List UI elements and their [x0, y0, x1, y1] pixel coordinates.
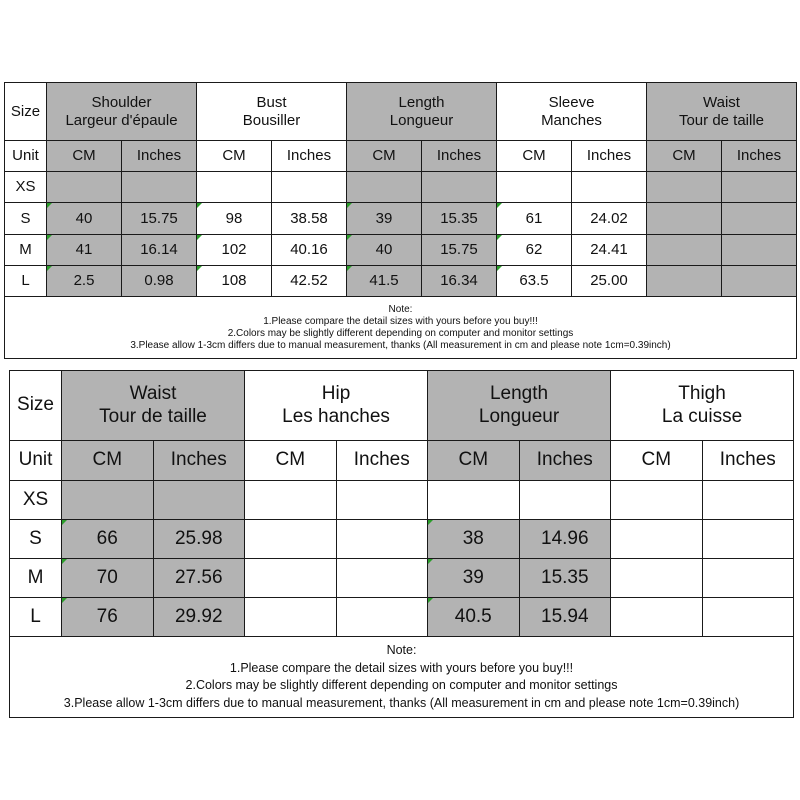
unit-row	[5, 141, 797, 172]
unit-cell: CM	[347, 141, 422, 172]
unit-cell: CM	[245, 441, 337, 481]
size-label: Size	[5, 83, 47, 141]
header-bust	[197, 83, 347, 141]
value-cell: 25.98	[153, 520, 245, 559]
value-cell	[336, 559, 428, 598]
value-cell	[647, 266, 722, 297]
value-cell	[722, 235, 797, 266]
size-cell: XS	[10, 481, 62, 520]
value-cell	[336, 598, 428, 637]
value-cell: 38	[428, 520, 520, 559]
value-cell	[47, 172, 122, 203]
unit-cell: CM	[197, 141, 272, 172]
value-cell: 61	[497, 203, 572, 235]
value-cell: 0.98	[122, 266, 197, 297]
value-cell: 66	[62, 520, 154, 559]
table-row-m	[5, 235, 797, 266]
value-cell: 15.75	[122, 203, 197, 235]
value-cell	[611, 598, 703, 637]
value-cell	[422, 172, 497, 203]
value-cell: 98	[197, 203, 272, 235]
value-cell: 2.5	[47, 266, 122, 297]
size-cell: M	[10, 559, 62, 598]
header-length	[347, 83, 497, 141]
header-sleeve	[497, 83, 647, 141]
note-title: Note:	[386, 643, 417, 657]
header-fr: Tour de taille	[99, 405, 207, 427]
value-cell: 24.41	[572, 235, 647, 266]
value-cell	[245, 481, 337, 520]
size-cell: S	[10, 520, 62, 559]
table-row-l	[5, 266, 797, 297]
value-cell: 63.5	[497, 266, 572, 297]
value-cell	[197, 172, 272, 203]
value-cell	[572, 172, 647, 203]
value-cell	[702, 481, 794, 520]
header-fr: Tour de taille	[678, 111, 765, 129]
size-chart-bottom	[9, 370, 794, 718]
value-cell	[647, 203, 722, 235]
unit-cell: CM	[647, 141, 722, 172]
value-cell: 25.00	[572, 266, 647, 297]
header-waist	[647, 83, 797, 141]
value-cell: 16.14	[122, 235, 197, 266]
notes	[10, 637, 794, 718]
note-line: 1.Please compare the detail sizes with yours before you buy!!!	[263, 315, 538, 327]
value-cell	[497, 172, 572, 203]
unit-cell: CM	[611, 441, 703, 481]
value-cell	[611, 520, 703, 559]
header-fr: Longueur	[389, 111, 454, 129]
table-row-s	[5, 203, 797, 235]
unit-cell: CM	[497, 141, 572, 172]
value-cell	[153, 481, 245, 520]
unit-cell: Inches	[519, 441, 611, 481]
header-fr: Bousiller	[242, 111, 301, 129]
value-cell	[702, 598, 794, 637]
unit-label: Unit	[10, 441, 62, 481]
header-length	[428, 371, 611, 441]
value-cell: 38.58	[272, 203, 347, 235]
header-en: Shoulder	[91, 93, 152, 111]
value-cell	[245, 559, 337, 598]
value-cell: 40.5	[428, 598, 520, 637]
size-cell: XS	[5, 172, 47, 203]
value-cell: 15.35	[422, 203, 497, 235]
value-cell	[62, 481, 154, 520]
value-cell: 24.02	[572, 203, 647, 235]
size-chart-top	[4, 82, 797, 359]
value-cell: 102	[197, 235, 272, 266]
value-cell	[272, 172, 347, 203]
notes	[5, 297, 797, 359]
value-cell	[336, 481, 428, 520]
value-cell	[611, 559, 703, 598]
value-cell: 29.92	[153, 598, 245, 637]
value-cell	[428, 481, 520, 520]
note-line: 1.Please compare the detail sizes with yours before you buy!!!	[229, 660, 574, 675]
unit-cell: Inches	[336, 441, 428, 481]
value-cell	[647, 235, 722, 266]
notes-row	[5, 297, 797, 359]
value-cell	[702, 559, 794, 598]
header-shoulder	[47, 83, 197, 141]
header-en: Sleeve	[548, 93, 595, 111]
header-fr: Manches	[541, 111, 602, 129]
header-en: Length	[398, 93, 445, 111]
value-cell	[722, 172, 797, 203]
table-row-m	[10, 559, 794, 598]
value-cell: 41.5	[347, 266, 422, 297]
value-cell	[647, 172, 722, 203]
header-thigh	[611, 371, 794, 441]
size-cell: L	[5, 266, 47, 297]
unit-row	[10, 441, 794, 481]
header-fr: La cuisse	[661, 405, 743, 427]
size-cell: M	[5, 235, 47, 266]
notes-row	[10, 637, 794, 718]
value-cell: 70	[62, 559, 154, 598]
header-hip	[245, 371, 428, 441]
value-cell: 40	[47, 203, 122, 235]
note-line: 2.Colors may be slightly different depending on computer and monitor settings	[185, 678, 618, 692]
value-cell	[611, 481, 703, 520]
unit-cell: Inches	[572, 141, 647, 172]
header-en: Hip	[321, 382, 351, 404]
header-en: Length	[489, 382, 549, 404]
size-cell: S	[5, 203, 47, 235]
note-line: 2.Colors may be slightly different depending on computer and monitor settings	[227, 327, 574, 339]
value-cell	[347, 172, 422, 203]
header-en: Bust	[256, 93, 287, 111]
value-cell	[519, 481, 611, 520]
unit-cell: Inches	[722, 141, 797, 172]
value-cell	[245, 520, 337, 559]
unit-cell: Inches	[122, 141, 197, 172]
value-cell: 39	[347, 203, 422, 235]
table-row-xs	[10, 481, 794, 520]
header-row	[10, 371, 794, 441]
size-cell: L	[10, 598, 62, 637]
header-en: Waist	[703, 93, 740, 111]
unit-cell: Inches	[422, 141, 497, 172]
size-label: Size	[10, 371, 62, 441]
value-cell: 16.34	[422, 266, 497, 297]
header-en: Waist	[129, 382, 177, 404]
header-fr: Les hanches	[282, 405, 390, 427]
header-row	[5, 83, 797, 141]
value-cell: 40	[347, 235, 422, 266]
unit-cell: Inches	[153, 441, 245, 481]
value-cell	[336, 520, 428, 559]
value-cell: 27.56	[153, 559, 245, 598]
table-row-xs	[5, 172, 797, 203]
table-row-l	[10, 598, 794, 637]
unit-cell: CM	[428, 441, 520, 481]
note-title: Note:	[388, 303, 413, 315]
note-line: 3.Please allow 1-3cm differs due to manual measurement, thanks (All measurement in cm and please note 1cm=0.39inch)	[130, 339, 671, 351]
value-cell: 41	[47, 235, 122, 266]
value-cell	[245, 598, 337, 637]
note-line: 3.Please allow 1-3cm differs due to manual measurement, thanks (All measurement in cm and please note 1cm=0.39inch)	[63, 695, 740, 710]
unit-cell: CM	[62, 441, 154, 481]
unit-cell: Inches	[702, 441, 794, 481]
header-fr: Longueur	[478, 405, 560, 427]
value-cell: 40.16	[272, 235, 347, 266]
value-cell	[722, 266, 797, 297]
header-fr: Largeur d'épaule	[65, 111, 178, 129]
value-cell: 15.35	[519, 559, 611, 598]
value-cell: 39	[428, 559, 520, 598]
unit-cell: CM	[47, 141, 122, 172]
value-cell: 15.75	[422, 235, 497, 266]
unit-cell: Inches	[272, 141, 347, 172]
value-cell: 14.96	[519, 520, 611, 559]
header-waist	[62, 371, 245, 441]
unit-label: Unit	[5, 141, 47, 172]
table-row-s	[10, 520, 794, 559]
header-en: Thigh	[678, 382, 726, 404]
value-cell: 108	[197, 266, 272, 297]
value-cell	[122, 172, 197, 203]
value-cell: 42.52	[272, 266, 347, 297]
value-cell: 76	[62, 598, 154, 637]
value-cell: 62	[497, 235, 572, 266]
value-cell	[722, 203, 797, 235]
value-cell: 15.94	[519, 598, 611, 637]
value-cell	[702, 520, 794, 559]
